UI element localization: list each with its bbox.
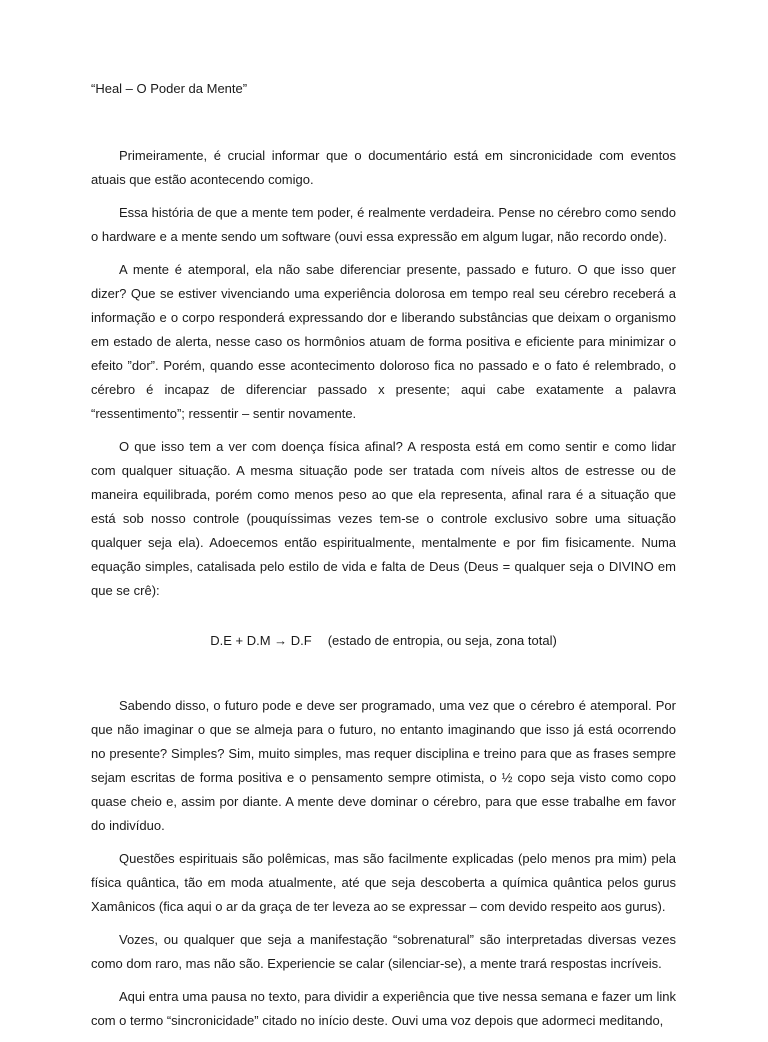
paragraph: Aqui entra uma pausa no texto, para dividir a experiência que tive nessa semana e fazer um link com o termo “sincronicidade” citado no início deste. Ouvi uma voz depois que adormeci meditando, <box>91 989 676 1028</box>
equation-formula: D.E + D.M → D.F <box>210 633 312 648</box>
equation <box>91 629 676 653</box>
equation-note: (estado de entropia, ou seja, zona total) <box>327 633 557 648</box>
paragraph: O que isso tem a ver com doença física afinal? A resposta está em como sentir e como lidar com qualquer situação. A mesma situação pode ser tratada com níveis altos de estresse ou de maneira equilibrada, porém como menos peso ao que ela representa, afinal rara é a situação que está sob nosso controle (pouquíssimas vezes tem-se o controle exclusivo sobre uma situação qualquer seja ela). Adoecemos então espiritualmente, mentalmente e por fim fisicamente. Numa equação simples, catalisada pelo estilo de vida e falta de Deus (Deus = qualquer seja o DIVINO em que se crê): <box>91 439 676 598</box>
document-body <box>91 144 676 1042</box>
document-title: “Heal – O Poder da Mente” <box>91 81 248 96</box>
paragraph: A mente é atemporal, ela não sabe diferenciar presente, passado e futuro. O que isso quer dizer? Que se estiver vivenciando uma experiência dolorosa em tempo real seu cérebro receberá a informação e o corpo responderá expressando dor e liberando substâncias que deixam o organismo em estado de alerta, nesse caso os hormônios atuam de forma positiva e eficiente para minimizar o efeito ”dor”. Porém, quando esse acontecimento doloroso fica no passado e o fato é relembrado, o cérebro é incapaz de diferenciar passado x presente; aqui cabe exatamente a palavra “ressentimento”; ressentir – sentir novamente. <box>91 262 676 421</box>
paragraph: Essa história de que a mente tem poder, é realmente verdadeira. Pense no cérebro como sendo o hardware e a mente sendo um software (ouvi essa expressão em algum lugar, não recordo onde). <box>91 205 676 244</box>
paragraph: Sabendo disso, o futuro pode e deve ser programado, uma vez que o cérebro é atemporal. Por que não imaginar o que se almeja para o futuro, no entanto imaginando que isso já está ocorrendo no presente? Simples? Sim, muito simples, mas requer disciplina e treino para que as frases sempre sejam escritas de forma positiva e o pensamento sempre otimista, o ½ copo seja visto como copo quase cheio e, assim por diante. A mente deve dominar o cérebro, para que esse trabalhe em favor do indivíduo. <box>91 698 676 833</box>
paragraph: Vozes, ou qualquer que seja a manifestação “sobrenatural” são interpretadas diversas vezes como dom raro, mas não são. Experiencie se calar (silenciar-se), a mente trará respostas incríveis. <box>91 932 676 971</box>
paragraph: Questões espirituais são polêmicas, mas são facilmente explicadas (pelo menos pra mim) pela física quântica, tão em moda atualmente, até que seja descoberta a química quântica pelos gurus Xamânicos (fica aqui o ar da graça de ter leveza ao se expressar – com devido respeito aos gurus). <box>91 851 676 914</box>
paragraph: Primeiramente, é crucial informar que o documentário está em sincronicidade com eventos atuais que estão acontecendo comigo. <box>91 148 676 187</box>
document-page <box>91 0 676 1028</box>
